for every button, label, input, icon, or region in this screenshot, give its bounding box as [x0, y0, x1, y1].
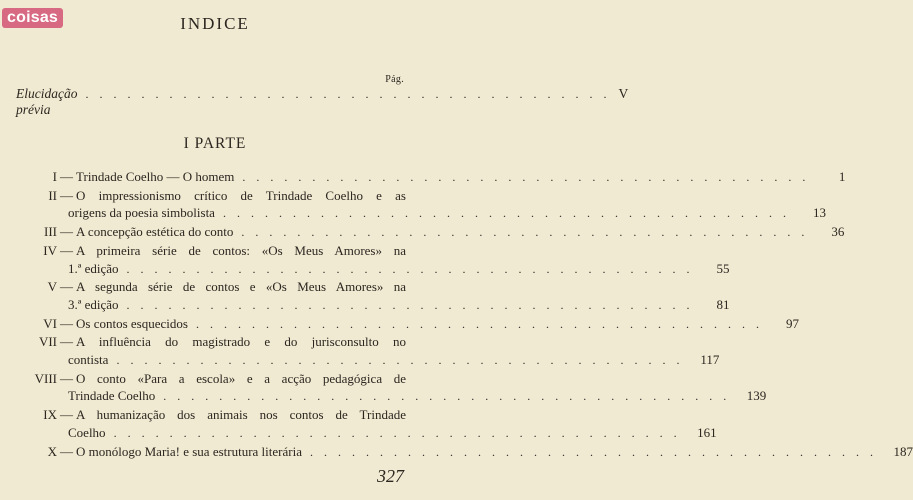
- toc-entry: [16, 168, 846, 187]
- dot-leader: . . . . . . . . . . . . . . . . . . . . . . . . . . . . . . . . . . . . . . . . .: [241, 225, 809, 240]
- chapter-page: 187: [893, 443, 913, 459]
- toc-entry: [16, 406, 717, 442]
- chapter-page: 161: [697, 424, 717, 440]
- em-dash: —: [60, 169, 73, 184]
- toc-entry: [16, 187, 826, 223]
- dot-leader: . . . . . . . . . . . . . . . . . . . . . . . . . . . . . . . . . . . . . . . . .: [126, 297, 694, 312]
- chapter-number: I: [52, 169, 57, 184]
- em-dash: —: [60, 443, 73, 459]
- page-title: INDICE: [180, 14, 250, 33]
- preface-entry: [16, 86, 629, 118]
- chapter-title-line-1: O conto «Para a escola» e a acção pedagógica de: [76, 370, 406, 386]
- toc-entry: [16, 370, 767, 406]
- dot-leader: . . . . . . . . . . . . . . . . . . . . . . . . . . . . . . . . . . . . . . . . .: [309, 444, 877, 459]
- part-heading: I PARTE: [183, 135, 247, 152]
- em-dash: —: [60, 370, 73, 386]
- toc-list: [16, 168, 913, 461]
- em-dash: —: [60, 187, 73, 203]
- chapter-title-line-2: Trindade Coelho: [68, 388, 156, 404]
- page-column-label: Pág.: [385, 74, 404, 85]
- chapter-title-line-2: 1.ª edição: [68, 260, 119, 276]
- chapter-number: VII: [38, 334, 57, 350]
- chapter-title-line-1: A influência do magistrado e do jurisconsulto no: [76, 334, 406, 350]
- dot-leader: . . . . . . . . . . . . . . . . . . . . . . . . . . . . . . . . . . . . . .: [85, 87, 611, 101]
- chapter-number: V: [47, 279, 57, 295]
- chapter-number: III: [44, 224, 57, 240]
- chapter-title-line-1: O impressionismo crítico de Trindade Coelho e as: [76, 187, 406, 203]
- em-dash: —: [60, 242, 73, 258]
- chapter-title-line-2: contista: [68, 352, 109, 368]
- chapter-number: X: [47, 443, 57, 459]
- chapter-title-line-2: 3.ª edição: [68, 296, 119, 312]
- dot-leader: . . . . . . . . . . . . . . . . . . . . . . . . . . . . . . . . . . . . . . . . .: [242, 170, 810, 184]
- preface-label: Elucidação prévia: [16, 86, 78, 117]
- chapter-page: 36: [831, 224, 845, 240]
- dot-leader: . . . . . . . . . . . . . . . . . . . . . . . . . . . . . . . . . . . . . . . . .: [222, 206, 790, 221]
- em-dash: —: [60, 407, 73, 423]
- dot-leader: . . . . . . . . . . . . . . . . . . . . . . . . . . . . . . . . . . . . . . . . .: [195, 316, 763, 331]
- dot-leader: . . . . . . . . . . . . . . . . . . . . . . . . . . . . . . . . . . . . . . . . .: [116, 353, 684, 368]
- toc-entry: [16, 333, 720, 369]
- chapter-title-line-1: O monólogo Maria! e sua estrutura literária: [76, 443, 302, 459]
- em-dash: —: [60, 334, 73, 350]
- chapter-number: IV: [43, 242, 57, 258]
- toc-entry: [16, 223, 845, 242]
- toc-entry: [16, 278, 730, 314]
- chapter-number: IX: [43, 407, 57, 423]
- em-dash: —: [60, 315, 73, 331]
- chapter-title-line-1: Trindade Coelho — O homem: [76, 169, 235, 184]
- chapter-title-line-1: A humanização dos animais nos contos de Trindade: [76, 407, 406, 423]
- watermark-logo: coisas: [2, 8, 63, 28]
- toc-entry: [16, 242, 730, 278]
- dot-leader: . . . . . . . . . . . . . . . . . . . . . . . . . . . . . . . . . . . . . . . . .: [126, 261, 694, 276]
- chapter-page: 139: [746, 388, 767, 404]
- chapter-page: 81: [716, 296, 730, 312]
- toc-entry: [16, 443, 913, 462]
- chapter-page: 55: [716, 260, 730, 276]
- dot-leader: . . . . . . . . . . . . . . . . . . . . . . . . . . . . . . . . . . . . . . . . .: [163, 389, 731, 404]
- chapter-title-line-2: Coelho: [68, 424, 106, 440]
- chapter-page: 97: [785, 315, 799, 331]
- em-dash: —: [60, 224, 73, 240]
- page-folio: 327: [377, 466, 404, 486]
- dot-leader: . . . . . . . . . . . . . . . . . . . . . . . . . . . . . . . . . . . . . . . . .: [113, 425, 681, 440]
- chapter-number: VI: [43, 315, 57, 331]
- preface-page: V: [618, 86, 629, 101]
- chapter-number: VIII: [34, 370, 57, 386]
- chapter-title-line-1: A concepção estética do conto: [76, 224, 234, 240]
- chapter-page: 117: [700, 352, 720, 368]
- chapter-page: 13: [812, 205, 826, 221]
- em-dash: —: [60, 279, 73, 295]
- chapter-title-line-1: A segunda série de contos e «Os Meus Amores» na: [76, 279, 406, 295]
- chapter-title-line-1: Os contos esquecidos: [76, 315, 188, 331]
- toc-entry: [16, 315, 799, 334]
- chapter-page: 1: [838, 169, 846, 184]
- chapter-number: II: [48, 187, 57, 203]
- chapter-title-line-1: A primeira série de contos: «Os Meus Amores» na: [76, 242, 406, 258]
- chapter-title-line-2: origens da poesia simbolista: [68, 205, 215, 221]
